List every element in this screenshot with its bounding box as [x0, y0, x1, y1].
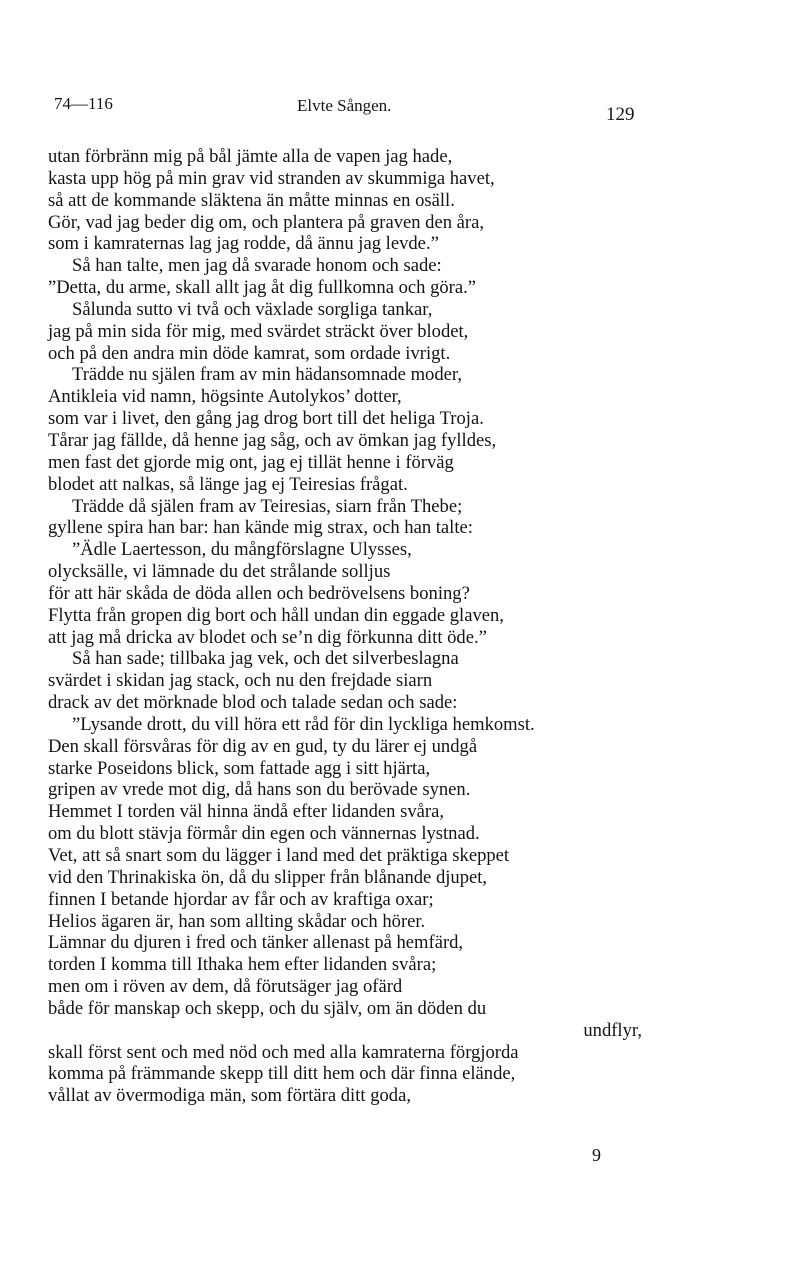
verse-line: Antikleia vid namn, högsinte Autolykos’ dotter,: [48, 386, 402, 408]
verse-line: Tårar jag fällde, då henne jag såg, och av ömkan jag fylldes,: [48, 429, 497, 451]
verse-line: vid den Thrinakiska ön, då du slipper från blånande djupet,: [48, 866, 488, 888]
verse-line: men om i röven av dem, då förutsäger jag ofärd: [48, 976, 403, 998]
verse-line: Sålunda sutto vi två och växlade sorgliga tankar,: [72, 298, 433, 320]
verse-line: både för manskap och skepp, och du själv, om än döden du: [48, 997, 487, 1019]
verse-line: Hemmet I torden väl hinna ändå efter lidanden svåra,: [48, 801, 444, 823]
verse-line: kasta upp hög på min grav vid stranden av skummiga havet,: [48, 167, 495, 189]
verse-line: drack av det mörknade blod och talade sedan och sade:: [48, 692, 458, 714]
verse-line: om du blott stävja förmår din egen och vännernas lystnad.: [48, 823, 480, 845]
verse-body: [48, 146, 648, 1107]
running-header: [0, 92, 792, 125]
signature-mark: 9: [592, 1145, 601, 1165]
verse-line: ”Lysande drott, du vill höra ett råd för din lyckliga hemkomst.: [72, 713, 535, 735]
verse-line: som var i livet, den gång jag drog bort till det heliga Troja.: [48, 408, 484, 430]
verse-line: starke Poseidons blick, som fattade agg i sitt hjärta,: [48, 757, 431, 779]
verse-line: svärdet i skidan jag stack, och nu den frejdade siarn: [48, 670, 433, 692]
verse-line: jag på min sida för mig, med svärdet sträckt över blodet,: [48, 320, 469, 342]
verse-line: komma på främmande skepp till ditt hem och där finna elände,: [48, 1063, 516, 1085]
verse-line: utan förbränn mig på bål jämte alla de vapen jag hade,: [48, 146, 453, 167]
verse-line: skall först sent och med nöd och med alla kamraterna förgjorda: [48, 1041, 519, 1063]
verse-line: torden I komma till Ithaka hem efter lidanden svåra;: [48, 954, 437, 976]
verse-line: Trädde nu själen fram av min hädansomnade moder,: [72, 364, 462, 386]
chapter-title: Elvte Sången.: [297, 96, 392, 115]
verse-line: som i kamraternas lag jag rodde, då ännu jag levde.”: [48, 233, 439, 255]
verse-line: men fast det gjorde mig ont, jag ej tillät henne i förväg: [48, 451, 454, 473]
verse-line: vållat av övermodiga män, som förtära ditt goda,: [48, 1085, 411, 1107]
verse-line: blodet att nalkas, så länge jag ej Teiresias frågat.: [48, 473, 408, 495]
verse-line: gripen av vrede mot dig, då hans son du berövade synen.: [48, 779, 471, 801]
verse-line: finnen I betande hjordar av får och av kraftiga oxar;: [48, 888, 434, 910]
verse-line: så att de kommande släktena än måtte minnas en osäll.: [48, 189, 455, 211]
verse-line: Så han sade; tillbaka jag vek, och det silverbeslagna: [72, 648, 459, 670]
verse-line: att jag må dricka av blodet och se’n dig förkunna ditt öde.”: [48, 626, 487, 648]
verse-line: undflyr,: [583, 1019, 642, 1041]
verse-line: och på den andra min döde kamrat, som ordade ivrigt.: [48, 342, 451, 364]
verse-range: 74—116: [54, 94, 113, 113]
verse-line: Den skall försvåras för dig av en gud, ty du lärer ej undgå: [48, 735, 478, 757]
verse-line: Trädde då själen fram av Teiresias, siarn från Thebe;: [72, 495, 463, 517]
verse-line: ”Ädle Laertesson, du mångförslagne Ulysses,: [72, 539, 412, 561]
verse-line: Helios ägaren är, han som allting skådar och hörer.: [48, 910, 426, 932]
verse-line: ”Detta, du arme, skall allt jag åt dig fullkomna och göra.”: [48, 277, 477, 299]
verse-line: olycksälle, vi lämnade du det strålande solljus: [48, 561, 391, 583]
verse-line: Flytta från gropen dig bort och håll undan din eggade glaven,: [48, 604, 504, 626]
verse-line: Så han talte, men jag då svarade honom och sade:: [72, 255, 442, 277]
page-number: 129: [606, 104, 635, 125]
verse-line: Lämnar du djuren i fred och tänker allenast på hemfärd,: [48, 932, 464, 954]
verse-line: Gör, vad jag beder dig om, och plantera på graven den åra,: [48, 211, 485, 233]
verse-line: Vet, att så snart som du lägger i land med det präktiga skeppet: [48, 845, 510, 866]
verse-line: för att här skåda de döda allen och bedrövelsens boning?: [48, 582, 470, 604]
verse-line: gyllene spira han bar: han kände mig strax, och han talte:: [48, 517, 473, 539]
